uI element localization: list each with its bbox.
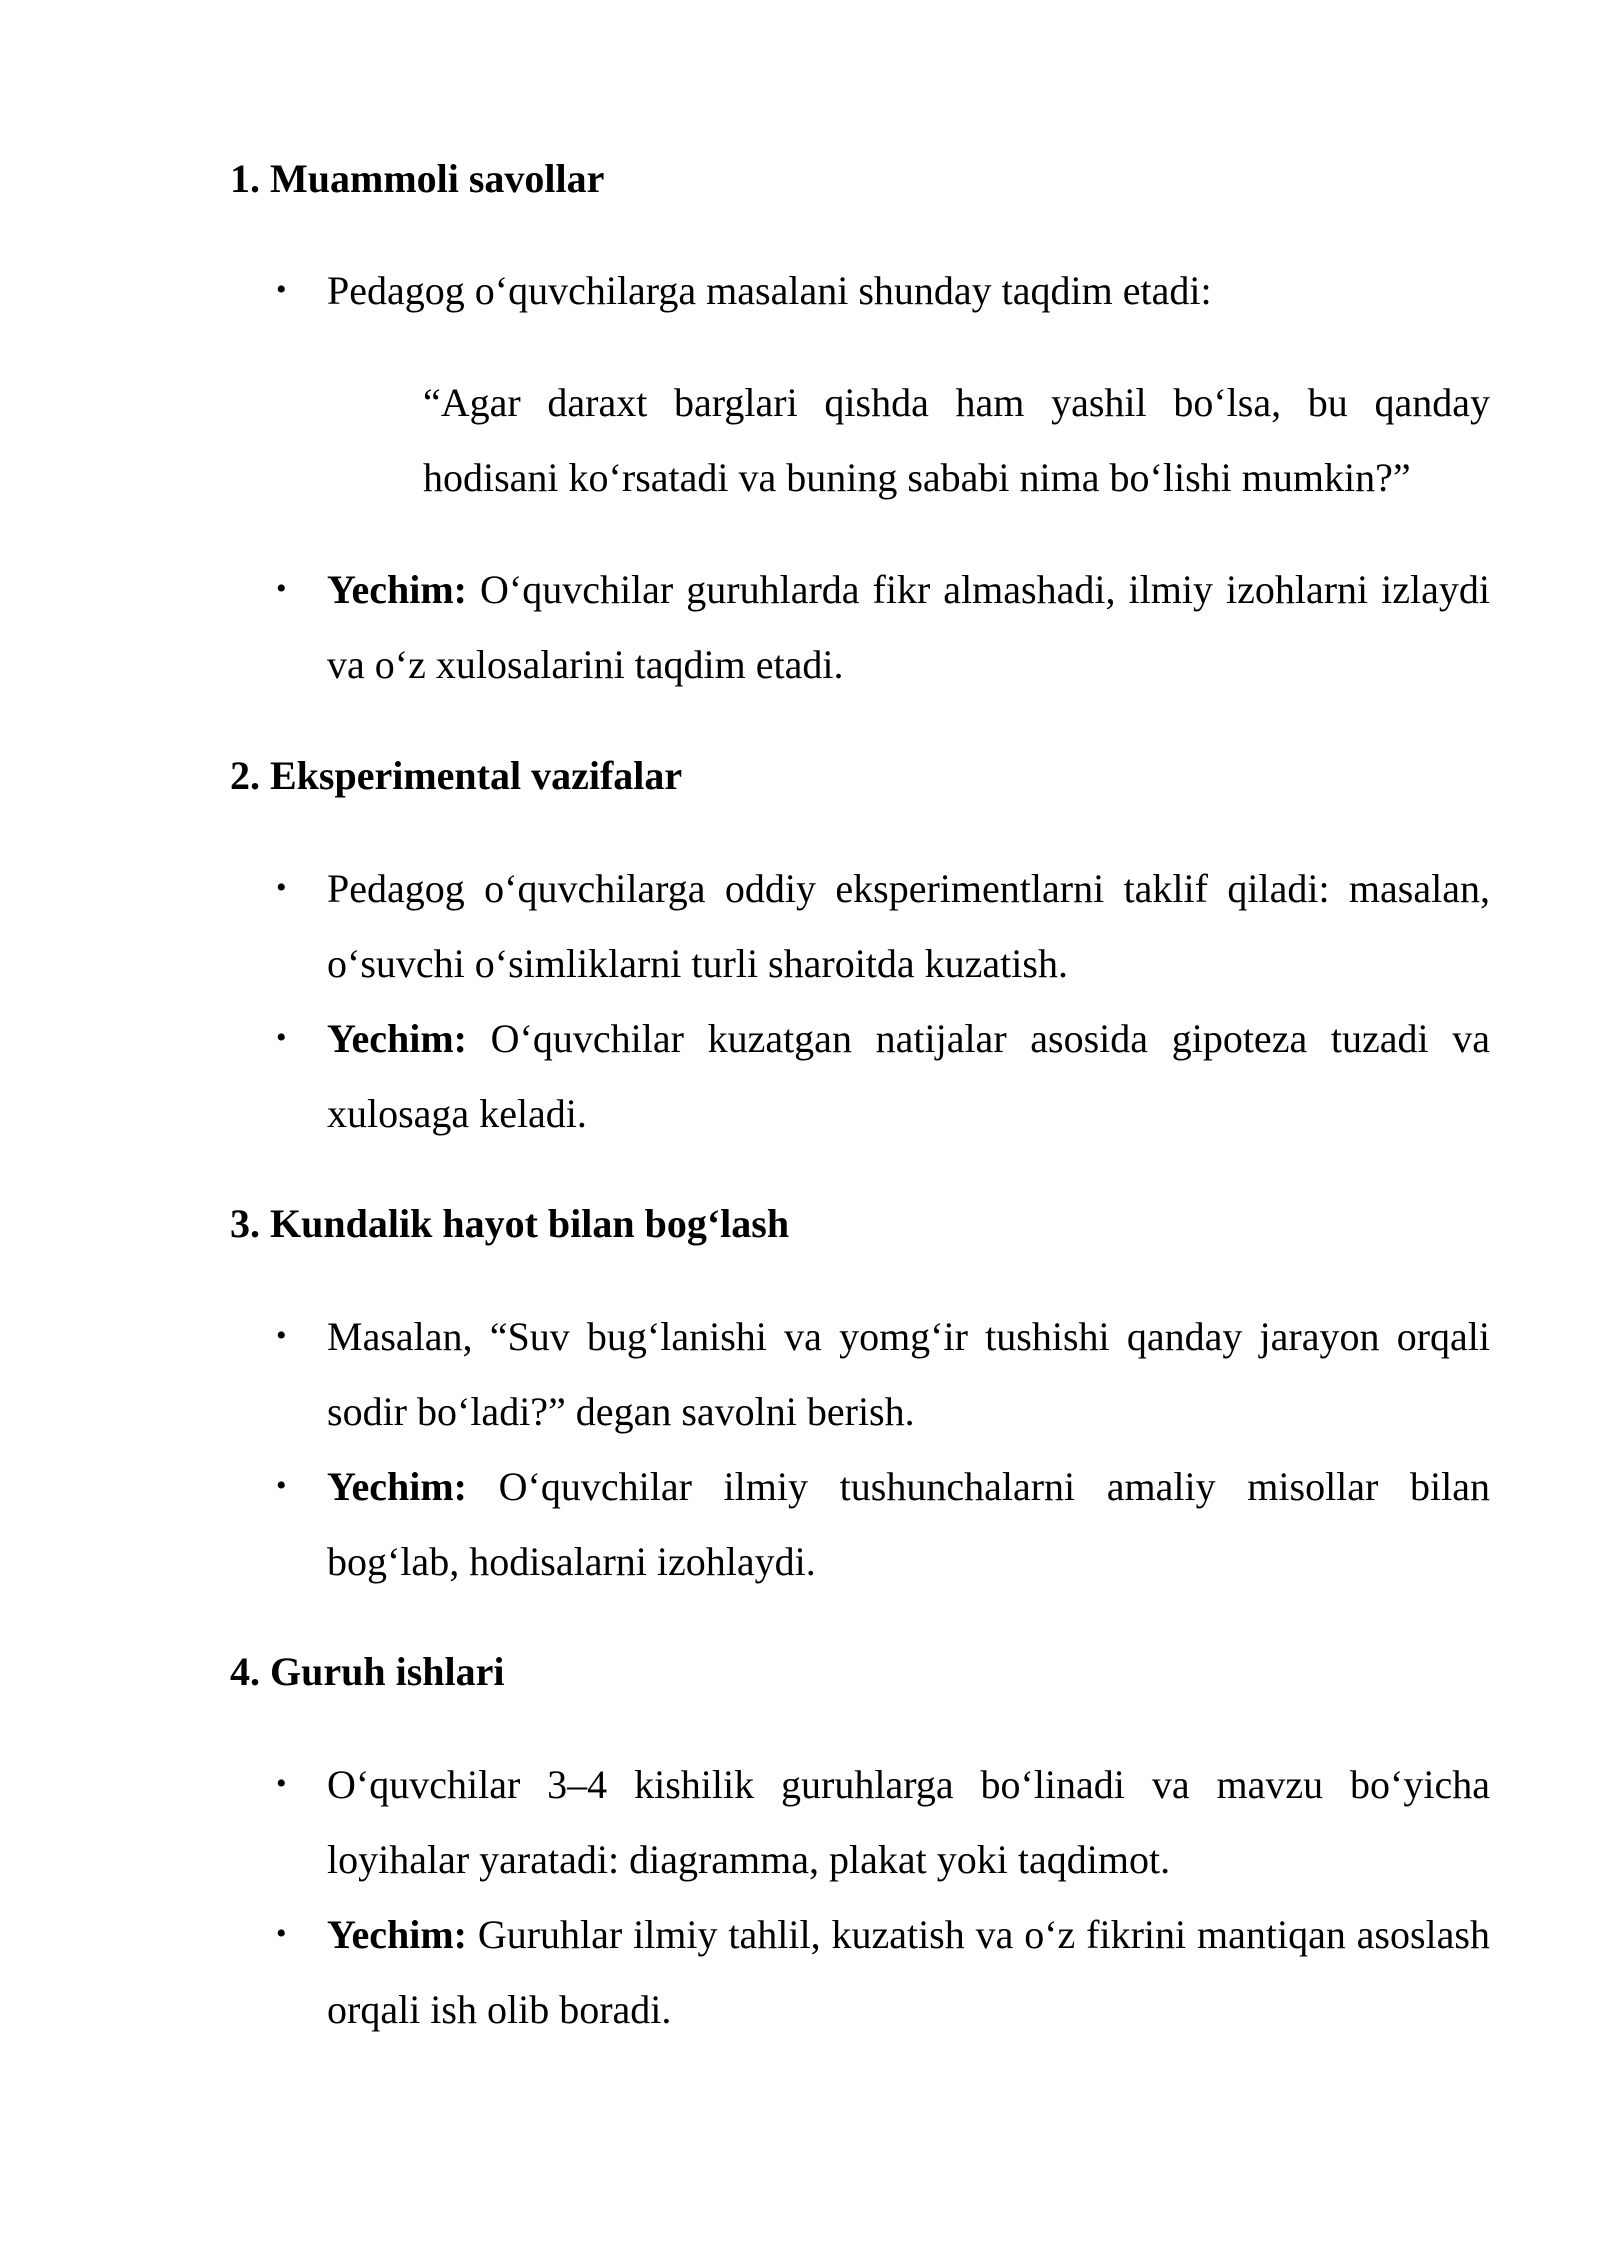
bullet-icon: • <box>276 1767 287 1800</box>
list-item <box>327 253 1490 328</box>
list-item <box>327 1747 1490 1897</box>
bullet-icon: • <box>276 1021 287 1054</box>
item-text: Pedagog o‘quvchilarga masalani shunday taqdim etadi: <box>327 268 1212 313</box>
list-item <box>327 1449 1490 1599</box>
list-item <box>327 1299 1490 1449</box>
item-text: O‘quvchilar kuzatgan natijalar asosida gipoteza tuzadi va xulosaga keladi. <box>327 1016 1491 1136</box>
bullet-icon: • <box>276 1469 287 1502</box>
list-item <box>327 552 1490 702</box>
bullet-icon: • <box>276 273 287 306</box>
section-heading-4: 4. Guruh ishlari <box>230 1649 505 1694</box>
bullet-icon: • <box>276 871 287 904</box>
section-heading-2: 2. Eksperimental vazifalar <box>230 753 683 798</box>
item-text: O‘quvchilar ilmiy tushunchalarni amaliy misollar bilan bog‘lab, hodisalarni izohlaydi. <box>327 1464 1491 1584</box>
item-text: Masalan, “Suv bug‘lanishi va yomg‘ir tushishi qanday jarayon orqali sodir bo‘ladi?” degan savolni berish. <box>327 1314 1490 1434</box>
solution-label: Yechim: <box>327 1464 467 1509</box>
section-heading-3: 3. Kundalik hayot bilan bog‘lash <box>230 1201 790 1246</box>
list-item <box>327 1897 1490 2047</box>
item-text: Guruhlar ilmiy tahlil, kuzatish va o‘z fikrini mantiqan asoslash orqali ish olib boradi. <box>327 1912 1490 2032</box>
section-heading-1: 1. Muammoli savollar <box>230 156 605 201</box>
bullet-icon: • <box>276 1319 287 1352</box>
solution-label: Yechim: <box>327 1912 467 1957</box>
solution-label: Yechim: <box>327 1016 467 1061</box>
list-item <box>327 1001 1490 1151</box>
bullet-icon: • <box>276 572 287 605</box>
bullet-icon: • <box>276 1917 287 1950</box>
list-item <box>327 851 1490 1001</box>
item-text: O‘quvchilar guruhlarda fikr almashadi, ilmiy izohlarni izlaydi va o‘z xulosalarini taqdim etadi. <box>327 567 1490 687</box>
item-text: Pedagog o‘quvchilarga oddiy eksperimentlarni taklif qiladi: masalan, o‘suvchi o‘simliklarni turli sharoitda kuzatish. <box>327 866 1490 986</box>
quote-block: “Agar daraxt barglari qishda ham yashil bo‘lsa, bu qanday hodisani ko‘rsatadi va buning sababi nima bo‘lishi mumkin?” <box>423 380 1490 500</box>
item-text: O‘quvchilar 3–4 kishilik guruhlarga bo‘linadi va mavzu bo‘yicha loyihalar yaratadi: diagramma, plakat yoki taqdimot. <box>327 1762 1490 1882</box>
solution-label: Yechim: <box>327 567 467 612</box>
